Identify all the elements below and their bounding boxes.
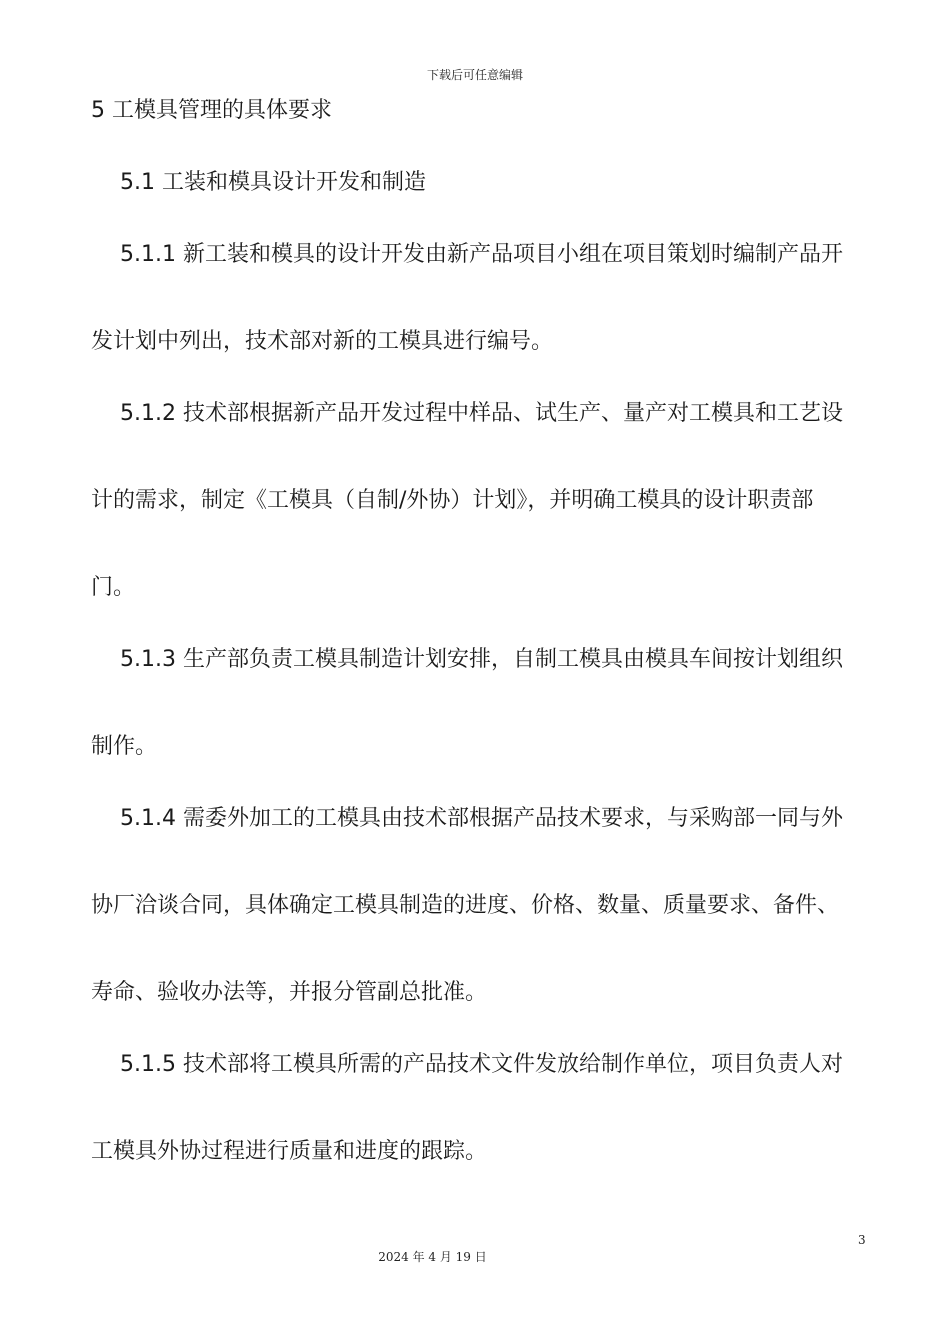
section-heading: 5 工模具管理的具体要求 bbox=[91, 98, 332, 123]
page-header: 下载后可任意编辑 bbox=[426, 68, 523, 82]
paragraph-line: 计的需求，制定《工模具（自制/外协）计划》，并明确工模具的设计职责部 bbox=[91, 488, 814, 513]
paragraph-line: 门。 bbox=[91, 575, 136, 600]
document-body bbox=[91, 93, 891, 1206]
subsection-heading: 5.1 工装和模具设计开发和制造 bbox=[120, 170, 426, 195]
paragraph-line: 5.1.2 技术部根据新产品开发过程中样品、试生产、量产对工模具和工艺设 bbox=[120, 401, 843, 426]
paragraph-line: 发计划中列出，技术部对新的工模具进行编号。 bbox=[91, 329, 554, 354]
paragraph-line: 5.1.1 新工装和模具的设计开发由新产品项目小组在项目策划时编制产品开 bbox=[120, 242, 843, 267]
paragraph-5-1-5 bbox=[91, 1047, 891, 1170]
paragraph-line: 工模具外协过程进行质量和进度的跟踪。 bbox=[91, 1139, 488, 1164]
paragraph-5-1-3 bbox=[91, 642, 891, 765]
paragraph-line: 5.1.5 技术部将工模具所需的产品技术文件发放给制作单位，项目负责人对 bbox=[120, 1052, 843, 1077]
paragraph-5-1-2 bbox=[91, 396, 891, 606]
paragraph-line: 协厂洽谈合同，具体确定工模具制造的进度、价格、数量、质量要求、备件、 bbox=[91, 893, 840, 918]
paragraph-line: 5.1.3 生产部负责工模具制造计划安排，自制工模具由模具车间按计划组织 bbox=[120, 647, 843, 672]
paragraph-line: 寿命、验收办法等，并报分管副总批准。 bbox=[91, 980, 488, 1005]
paragraph-5-1-4 bbox=[91, 801, 891, 1011]
paragraph-line: 制作。 bbox=[91, 734, 158, 759]
paragraph-5-1-1 bbox=[91, 237, 891, 360]
page-number: 3 bbox=[858, 1233, 866, 1247]
paragraph-line: 5.1.4 需委外加工的工模具由技术部根据产品技术要求，与采购部一同与外 bbox=[120, 806, 843, 831]
page-footer-date: 2024 年 4 月 19 日 bbox=[378, 1250, 487, 1264]
